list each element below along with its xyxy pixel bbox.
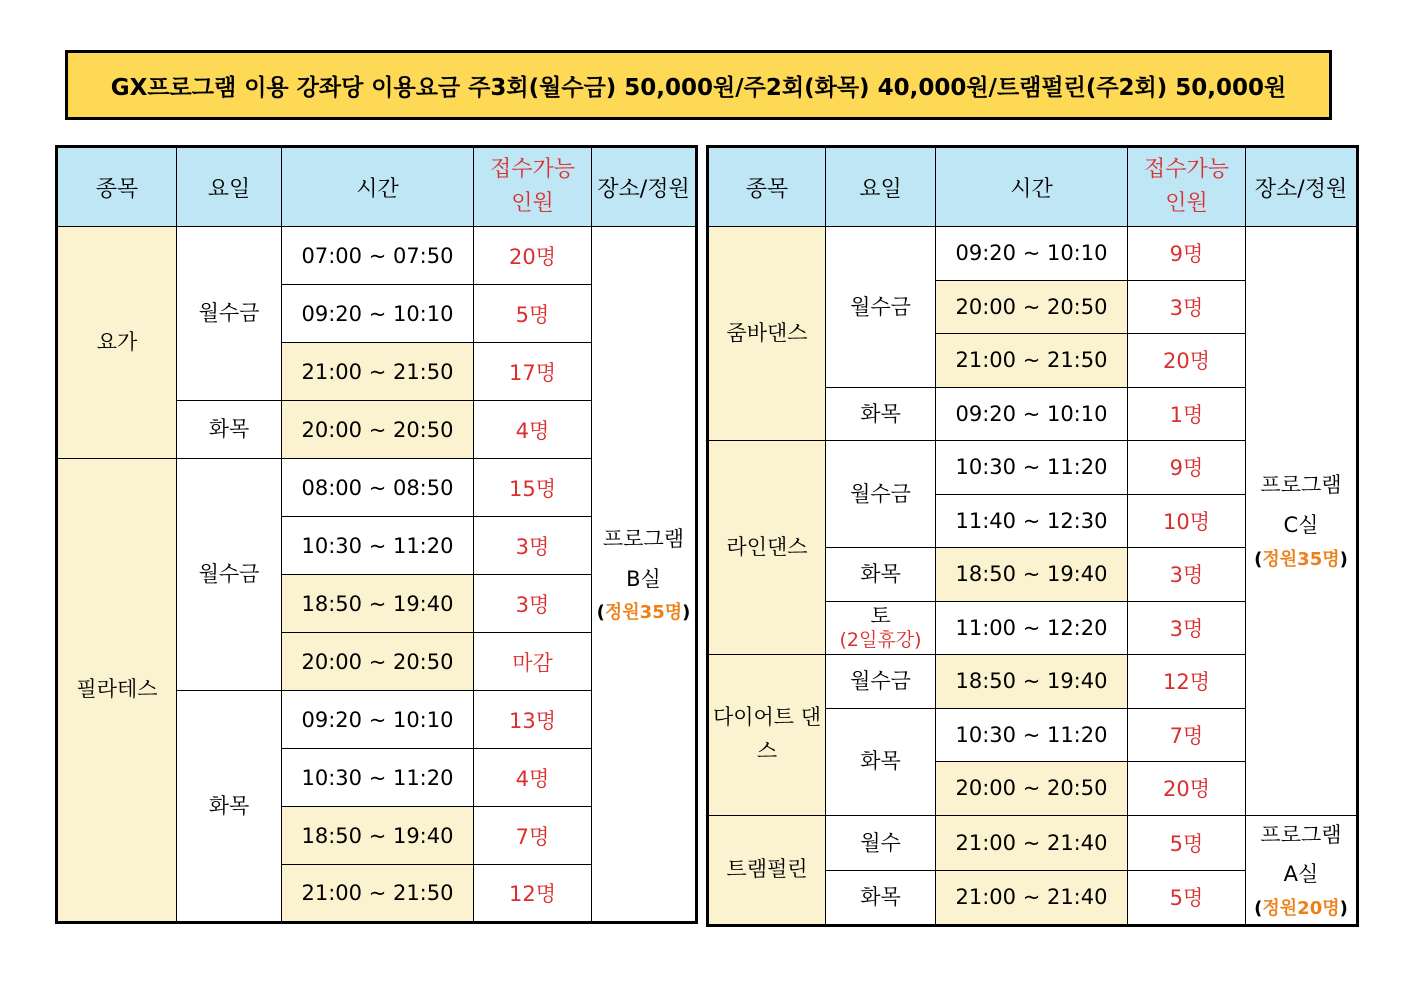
capacity-value: 정원35명 [604, 602, 683, 624]
available-count-cell: 12명 [474, 865, 592, 923]
day-cell: 화목 [826, 708, 936, 815]
schedule-table-left [55, 145, 698, 924]
time-slot-cell: 10:30 ~ 11:20 [282, 517, 474, 575]
day-label: 토 [870, 603, 891, 628]
room-capacity-cell [1246, 227, 1358, 816]
day-cell: 월수금 [826, 655, 936, 709]
room-name-line: C실 [1283, 513, 1319, 538]
room-capacity-cell [592, 227, 697, 923]
time-slot-cell: 09:20 ~ 10:10 [282, 285, 474, 343]
col-header-place: 장소/정원 [592, 147, 697, 227]
program-name-cell: 트램펄린 [708, 815, 826, 926]
day-cell [826, 601, 936, 655]
available-count-cell: 4명 [474, 401, 592, 459]
capacity-note: (정원20명) [1254, 898, 1348, 920]
col-header-day: 요일 [826, 147, 936, 227]
time-slot-cell: 09:20 ~ 10:10 [936, 227, 1128, 281]
available-count-cell: 5명 [474, 285, 592, 343]
day-cell: 화목 [826, 548, 936, 602]
time-slot-cell: 07:00 ~ 07:50 [282, 227, 474, 285]
available-count-cell: 17명 [474, 343, 592, 401]
available-count-cell: 9명 [1128, 227, 1246, 281]
time-slot-cell: 21:00 ~ 21:50 [282, 343, 474, 401]
available-count-cell: 7명 [1128, 708, 1246, 762]
available-count-cell: 7명 [474, 807, 592, 865]
col-header-time: 시간 [936, 147, 1128, 227]
time-slot-cell: 21:00 ~ 21:50 [936, 334, 1128, 388]
time-slot-cell: 20:00 ~ 20:50 [282, 633, 474, 691]
available-count-cell: 20명 [1128, 334, 1246, 388]
available-count-cell: 10명 [1128, 494, 1246, 548]
col-header-capacity-line2: 인원 [1165, 191, 1208, 216]
available-count-cell: 20명 [1128, 762, 1246, 816]
col-header-capacity-line1: 접수가능 [489, 156, 575, 182]
time-slot-cell: 10:30 ~ 11:20 [282, 749, 474, 807]
room-name-line: 프로그램 [1260, 822, 1342, 847]
fee-notice-text: GX프로그램 이용 강좌당 이용요금 주3회(월수금) 50,000원/주2회(화목) 40,000원/트램펄린(주2회) 50,000원 [110, 74, 1287, 101]
room-capacity-cell [1246, 815, 1358, 926]
time-slot-cell: 21:00 ~ 21:50 [282, 865, 474, 923]
col-header-capacity [1128, 147, 1246, 227]
time-slot-cell: 09:20 ~ 10:10 [936, 387, 1128, 441]
fee-notice-banner [65, 50, 1332, 120]
day-cell: 월수금 [826, 441, 936, 548]
header-row [708, 147, 1358, 227]
available-count-cell: 13명 [474, 691, 592, 749]
available-count-cell: 3명 [474, 575, 592, 633]
col-header-capacity-line2: 인원 [511, 191, 554, 216]
time-slot-cell: 11:40 ~ 12:30 [936, 494, 1128, 548]
available-count-cell: 12명 [1128, 655, 1246, 709]
day-cell: 화목 [826, 387, 936, 441]
capacity-value: 정원20명 [1262, 898, 1340, 920]
col-header-day: 요일 [177, 147, 282, 227]
room-name-line: 프로그램 [602, 526, 685, 551]
available-count-cell: 마감 [474, 633, 592, 691]
room-name-line: B실 [626, 566, 661, 591]
time-slot-cell: 11:00 ~ 12:20 [936, 601, 1128, 655]
time-slot-cell: 10:30 ~ 11:20 [936, 708, 1128, 762]
room-name-line: A실 [1283, 862, 1319, 887]
day-cell: 월수금 [177, 227, 282, 401]
program-name-cell: 라인댄스 [708, 441, 826, 655]
day-cell: 화목 [177, 691, 282, 923]
available-count-cell: 5명 [1128, 815, 1246, 870]
day-cell: 월수금 [177, 459, 282, 691]
time-slot-cell: 18:50 ~ 19:40 [282, 807, 474, 865]
time-slot-cell: 20:00 ~ 20:50 [282, 401, 474, 459]
available-count-cell: 4명 [474, 749, 592, 807]
available-count-cell: 3명 [1128, 280, 1246, 334]
time-slot-cell: 21:00 ~ 21:40 [936, 870, 1128, 925]
schedule-row [57, 227, 697, 285]
day-cell: 월수 [826, 815, 936, 870]
capacity-value: 정원35명 [1262, 549, 1340, 571]
program-name-cell: 요가 [57, 227, 177, 459]
col-header-time: 시간 [282, 147, 474, 227]
col-header-subject: 종목 [57, 147, 177, 227]
col-header-capacity-line1: 접수가능 [1143, 156, 1229, 182]
day-cell: 화목 [826, 870, 936, 925]
room-name-line: 프로그램 [1260, 473, 1342, 498]
available-count-cell: 3명 [1128, 601, 1246, 655]
capacity-note: (정원35명) [596, 602, 691, 624]
time-slot-cell: 18:50 ~ 19:40 [282, 575, 474, 633]
available-count-cell: 3명 [474, 517, 592, 575]
time-slot-cell: 09:20 ~ 10:10 [282, 691, 474, 749]
schedule-row [708, 815, 1358, 870]
program-name-cell: 필라테스 [57, 459, 177, 923]
program-name-cell: 다이어트 댄스 [708, 655, 826, 816]
available-count-cell: 9명 [1128, 441, 1246, 495]
time-slot-cell: 20:00 ~ 20:50 [936, 762, 1128, 816]
header-row [57, 147, 697, 227]
capacity-note: (정원35명) [1254, 549, 1348, 571]
available-count-cell: 15명 [474, 459, 592, 517]
program-name-cell: 줌바댄스 [708, 227, 826, 441]
available-count-cell: 20명 [474, 227, 592, 285]
col-header-place: 장소/정원 [1246, 147, 1358, 227]
available-count-cell: 5명 [1128, 870, 1246, 925]
time-slot-cell: 18:50 ~ 19:40 [936, 548, 1128, 602]
time-slot-cell: 08:00 ~ 08:50 [282, 459, 474, 517]
col-header-capacity [474, 147, 592, 227]
time-slot-cell: 10:30 ~ 11:20 [936, 441, 1128, 495]
col-header-subject: 종목 [708, 147, 826, 227]
time-slot-cell: 18:50 ~ 19:40 [936, 655, 1128, 709]
schedule-tables [55, 145, 1359, 927]
schedule-row [708, 227, 1358, 281]
day-cell: 화목 [177, 401, 282, 459]
time-slot-cell: 20:00 ~ 20:50 [936, 280, 1128, 334]
day-sub-note: (2일휴강) [839, 629, 922, 651]
day-cell: 월수금 [826, 227, 936, 388]
available-count-cell: 1명 [1128, 387, 1246, 441]
available-count-cell: 3명 [1128, 548, 1246, 602]
schedule-table-right [706, 145, 1359, 927]
time-slot-cell: 21:00 ~ 21:40 [936, 815, 1128, 870]
